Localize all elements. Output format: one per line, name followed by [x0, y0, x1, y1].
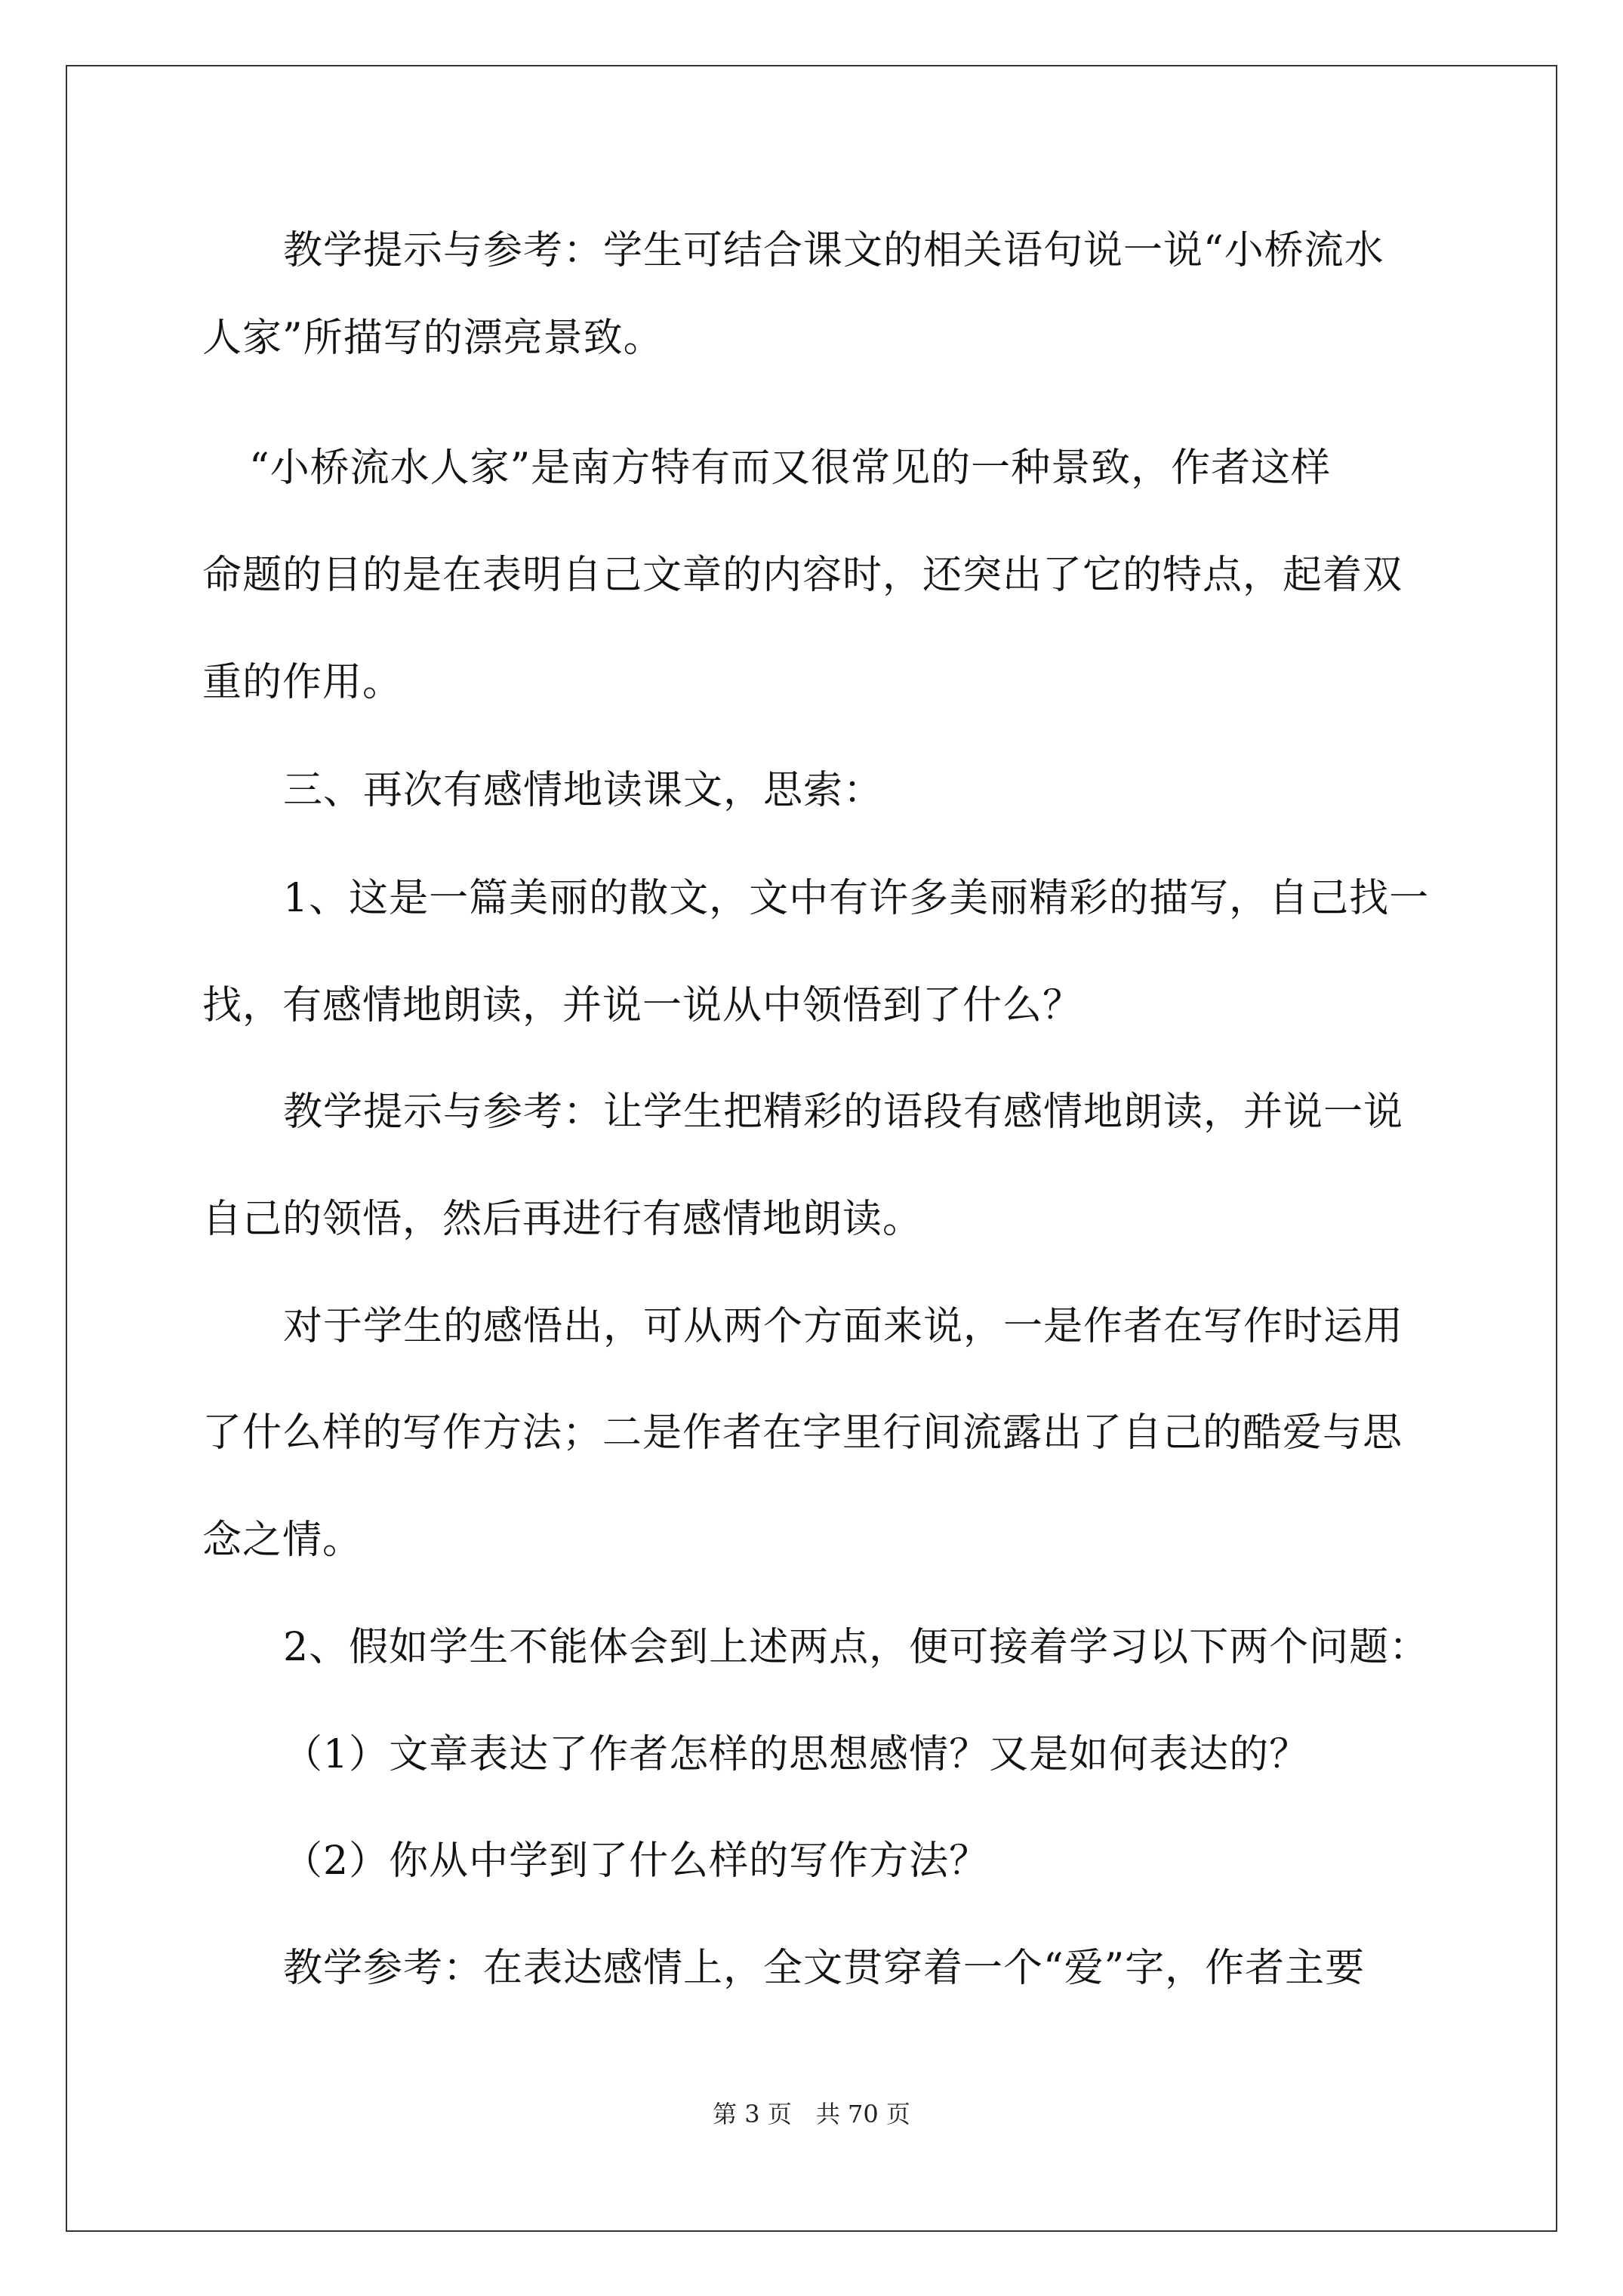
text-line: 教学提示与参考：让学生把精彩的语段有感情地朗读，并说一说 [283, 1089, 1404, 1135]
text-line: （2）你从中学到了什么样的写作方法？ [283, 1838, 990, 1884]
text-line: 1、这是一篇美丽的散文，文中有许多美丽精彩的描写，自己找一 [283, 876, 1430, 921]
text-line: 教学提示与参考：学生可结合课文的相关语句说一说“小桥流水 [283, 228, 1384, 273]
text-line: 了什么样的写作方法；二是作者在字里行间流露出了自己的酷爱与思 [202, 1410, 1403, 1456]
text-line: 重的作用。 [202, 660, 403, 705]
text-line: 三、再次有感情地读课文，思索： [283, 768, 884, 813]
text-line: 人家”所描写的漂亮景致。 [202, 316, 664, 361]
text-line: 命题的目的是在表明自己文章的内容时，还突出了它的特点，起着双 [202, 553, 1403, 598]
text-line: 2、假如学生不能体会到上述两点，便可接着学习以下两个问题： [283, 1625, 1430, 1670]
text-line: （1）文章表达了作者怎样的思想感情？又是如何表达的？ [283, 1732, 1310, 1777]
text-line: 找，有感情地朗读，并说一说从中领悟到了什么？ [202, 983, 1083, 1028]
text-line: 教学参考：在表达感情上，全文贯穿着一个“爱”字，作者主要 [283, 1946, 1366, 1991]
page-border [66, 65, 1557, 2232]
text-line: “小桥流水人家”是南方特有而又很常见的一种景致，作者这样 [249, 445, 1332, 491]
page-number-footer: 第 3 页 共 70 页 [713, 2100, 910, 2128]
text-line: 自己的领悟，然后再进行有感情地朗读。 [202, 1197, 923, 1242]
text-line: 念之情。 [202, 1518, 363, 1563]
text-line: 对于学生的感悟出，可从两个方面来说，一是作者在写作时运用 [283, 1304, 1404, 1349]
